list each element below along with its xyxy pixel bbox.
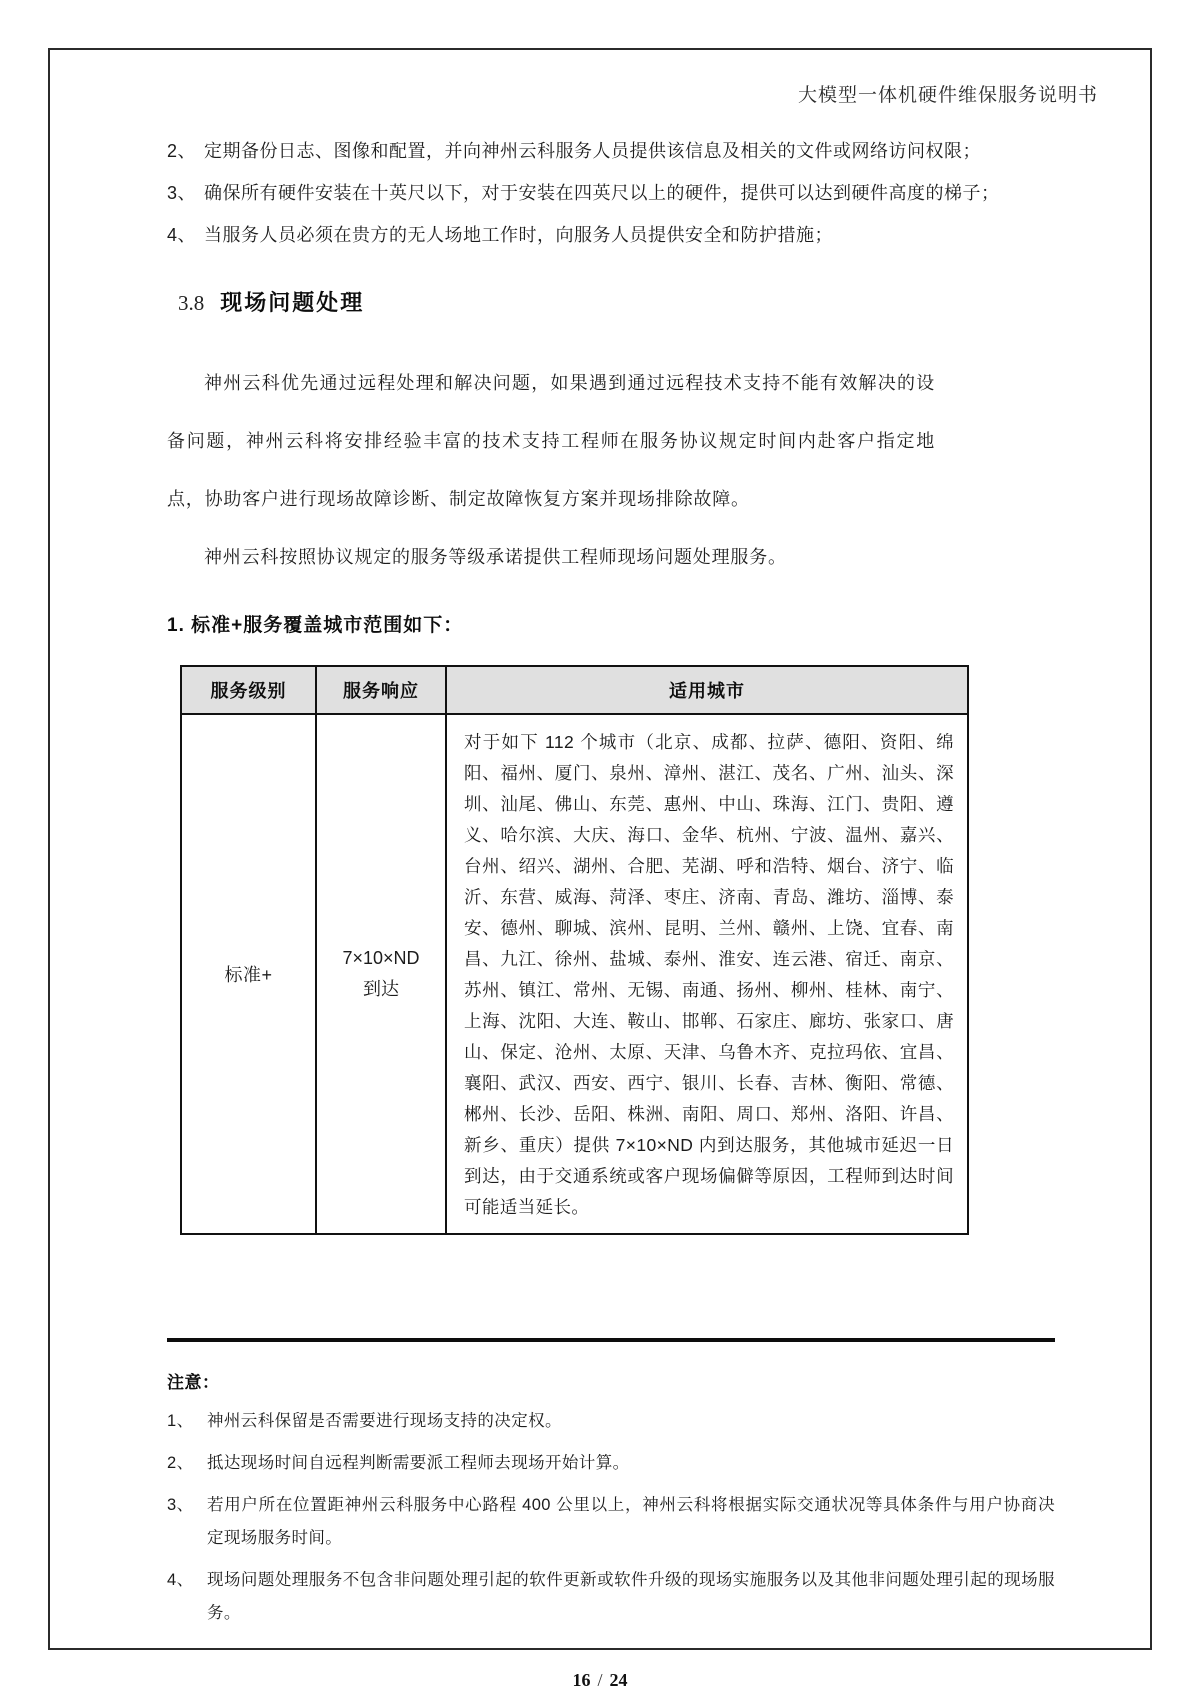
page-current: 16 [572, 1670, 591, 1690]
applicable-cities-cell: 对于如下 112 个城市（北京、成都、拉萨、德阳、资阳、绵阳、福州、厦门、泉州、漳州、湛江、茂名、广州、汕头、深圳、汕尾、佛山、东莞、惠州、中山、珠海、江门、贵阳、遵义、哈尔滨、大庆、海口、金华、杭州、宁波、温州、嘉兴、台州、绍兴、湖州、合肥、芜湖、呼和浩特、烟台、济宁、临沂、东营、威海、菏泽、枣庄、济南、青岛、潍坊、淄博、泰安、德州、聊城、滨州、昆明、兰州、赣州、上饶、宜春、南昌、九江、徐州、盐城、泰州、淮安、连云港、宿迁、南京、苏州、镇江、常州、无锡、南通、扬州、柳州、桂林、南宁、上海、沈阳、大连、鞍山、邯郸、石家庄、廊坊、张家口、唐山、保定、沧州、太原、天津、乌鲁木齐、克拉玛依、宜昌、襄阳、武汉、西安、西宁、银川、长春、吉林、衡阳、常德、郴州、长沙、岳阳、株洲、南阳、周口、郑州、洛阳、许昌、新乡、重庆）提供 7×10×ND 内到达服务，其他城市延迟一日到达，由于交通系统或客户现场偏僻等原因，工程师到达时间可能适当延长。 [446, 714, 968, 1234]
section-heading [178, 286, 1150, 317]
note-number: 3、 [167, 1496, 194, 1514]
list-item [167, 180, 1150, 206]
service-coverage-table [180, 665, 969, 1235]
note-item [167, 1405, 1150, 1438]
response-arrival: 到达 [363, 979, 399, 999]
notes-list [167, 1405, 1150, 1630]
table-header-row [181, 666, 968, 714]
response-time: 7×10×ND [342, 948, 420, 968]
note-number: 2、 [167, 1454, 194, 1472]
note-item [167, 1447, 1150, 1480]
note-item [167, 1489, 1150, 1555]
notes-label: 注意： [167, 1373, 220, 1392]
list-item-text: 定期备份日志、图像和配置，并向神州云科服务人员提供该信息及相关的文件或网络访问权限； [204, 141, 981, 161]
body-paragraph: 神州云科优先通过远程处理和解决问题，如果遇到通过远程技术支持不能有效解决的设备问题，神州云科将安排经验丰富的技术支持工程师在服务协议规定时间内赴客户指定地点，协助客户进行现场故障诊断、制定故障恢复方案并现场排除故障。 [167, 373, 935, 509]
coverage-heading: 1. 标准+服务覆盖城市范围如下： [167, 615, 464, 636]
list-item [167, 222, 1150, 248]
list-item-text: 当服务人员必须在贵方的无人场地工作时，向服务人员提供安全和防护措施； [204, 225, 833, 245]
document-header-title: 大模型一体机硬件维保服务说明书 [797, 85, 1098, 106]
note-number: 4、 [167, 1571, 194, 1589]
note-text: 现场问题处理服务不包含非问题处理引起的软件更新或软件升级的现场实施服务以及其他非问题处理引起的现场服务。 [207, 1571, 1055, 1622]
page-number [50, 1670, 1150, 1691]
note-text: 抵达现场时间自远程判断需要派工程师去现场开始计算。 [207, 1454, 630, 1472]
service-response-cell [316, 714, 446, 1234]
note-text: 若用户所在位置距神州云科服务中心路程 400 公里以上，神州云科将根据实际交通状况等具体条件与用户协商决定现场服务时间。 [207, 1496, 1055, 1547]
section-divider [167, 1338, 1055, 1342]
note-number: 1、 [167, 1412, 194, 1430]
list-item-number: 2、 [167, 141, 197, 161]
page-total: 24 [609, 1670, 628, 1690]
list-item-text: 确保所有硬件安装在十英尺以下，对于安装在四英尺以上的硬件，提供可以达到硬件高度的梯子； [204, 183, 1000, 203]
note-text: 神州云科保留是否需要进行现场支持的决定权。 [207, 1412, 562, 1430]
section-number: 3.8 [178, 291, 205, 315]
column-header-service-level: 服务级别 [181, 666, 316, 714]
section-title: 现场问题处理 [220, 290, 365, 315]
list-item-number: 4、 [167, 225, 197, 245]
column-header-applicable-cities: 适用城市 [446, 666, 968, 714]
note-item [167, 1564, 1150, 1630]
list-item [167, 138, 1150, 164]
column-header-service-response: 服务响应 [316, 666, 446, 714]
body-paragraph: 神州云科按照协议规定的服务等级承诺提供工程师现场问题处理服务。 [204, 547, 787, 567]
page-separator: / [597, 1670, 603, 1690]
page-content [50, 50, 1150, 1690]
table-row [181, 714, 968, 1234]
service-level-cell: 标准+ [181, 714, 316, 1234]
list-item-number: 3、 [167, 183, 197, 203]
obligation-list [167, 138, 1150, 248]
